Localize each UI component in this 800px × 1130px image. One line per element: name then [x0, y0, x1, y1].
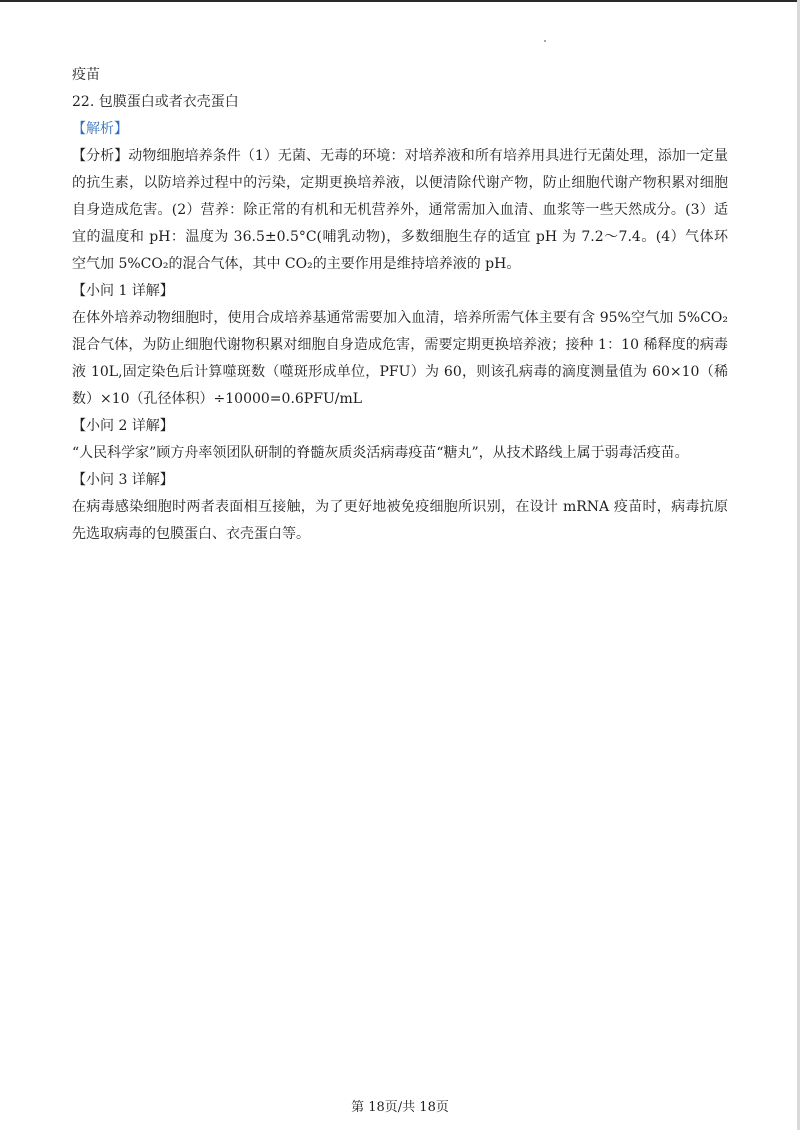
subquestion-2-line-1: “人民科学家”顾方舟率领团队研制的脊髓灰质炎活病毒疫苗“糖丸”，从技术路线上属于弱毒活疫苗。 — [72, 445, 689, 461]
answer-22: 22. 包膜蛋白或者衣壳蛋白 — [72, 94, 239, 110]
analysis-paragraph-line-4: 宜的温度和 pH：温度为 36.5±0.5°C(哺乳动物)，多数细胞生存的适宜 pH 为 7.2～7.4。(4）气体环 — [72, 229, 728, 245]
analysis-paragraph-line-3: 自身造成危害。(2）营养：除正常的有机和无机营养外，通常需加入血清、血浆等一些天然成分。(3）适 — [72, 202, 728, 218]
analysis-heading: 【解析】 — [72, 121, 128, 137]
answer-continuation: 疫苗 — [72, 67, 100, 83]
subquestion-1-line-3: 液 10L,固定染色后计算噬斑数（噬斑形成单位，PFU）为 60，则该孔病毒的滴度测量值为 60×10（稀 — [72, 364, 728, 380]
page-number: 第 18页/共 18页 — [351, 1100, 449, 1115]
subquestion-1-line-4: 数）×10（孔径体积）÷10000=0.6PFU/mL — [72, 391, 363, 407]
top-border — [0, 0, 800, 2]
subquestion-1-heading: 【小问 1 详解】 — [72, 283, 174, 299]
subquestion-1-line-2: 混合气体，为防止细胞代谢物积累对细胞自身造成危害，需要定期更换培养液；接种 1：10 稀释度的病毒 — [72, 337, 728, 353]
page-content — [72, 62, 728, 548]
subquestion-3-line-2: 先选取病毒的包膜蛋白、衣壳蛋白等。 — [72, 526, 310, 542]
analysis-paragraph-line-2: 的抗生素，以防培养过程中的污染，定期更换培养液，以便清除代谢产物，防止细胞代谢产物积累对细胞 — [72, 175, 728, 191]
subquestion-3-line-1: 在病毒感染细胞时两者表面相互接触，为了更好地被免疫细胞所识别，在设计 mRNA 疫苗时，病毒抗原 — [72, 499, 728, 515]
analysis-paragraph-line-5: 空气加 5%CO₂的混合气体，其中 CO₂的主要作用是维持培养液的 pH。 — [72, 256, 521, 272]
analysis-paragraph-line-1: 【分析】动物细胞培养条件（1）无菌、无毒的环境：对培养液和所有培养用具进行无菌处理，添加一定量 — [72, 148, 728, 164]
subquestion-1-line-1: 在体外培养动物细胞时，使用合成培养基通常需要加入血清，培养所需气体主要有含 95%空气加 5%CO₂ — [72, 310, 728, 326]
subquestion-2-heading: 【小问 2 详解】 — [72, 418, 174, 434]
subquestion-3-heading: 【小问 3 详解】 — [72, 472, 174, 488]
scan-speck — [544, 40, 546, 42]
